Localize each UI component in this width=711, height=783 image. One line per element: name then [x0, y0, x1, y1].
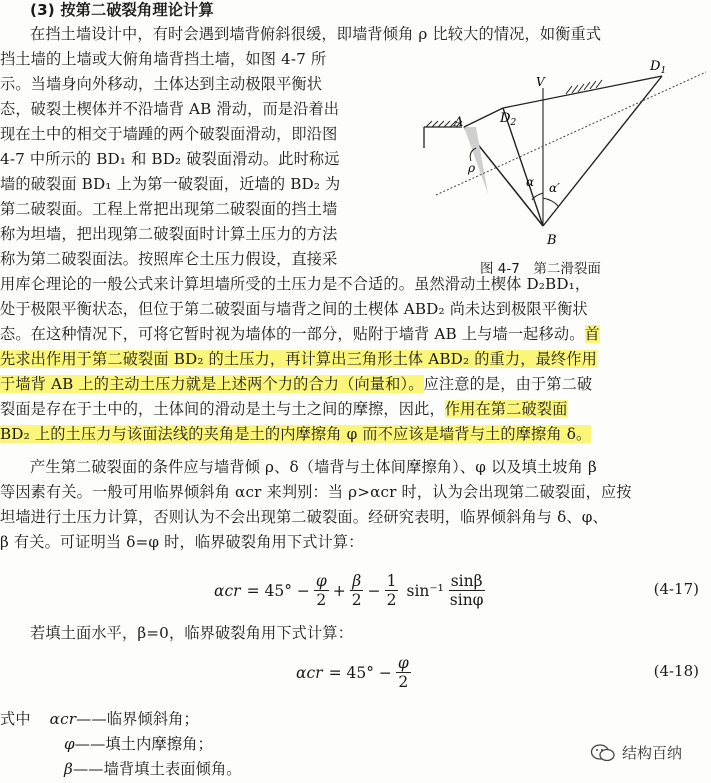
definition-row-2 [64, 756, 242, 782]
eq2-frac-num: φ [397, 654, 409, 672]
eq1-frac2-num: β [352, 572, 362, 590]
para1-line-5: 4-7 中所示的 BD₁ 和 BD₂ 破裂面滑动。此时称远 [0, 150, 340, 168]
eq2-term1: = 45° − [328, 663, 392, 682]
definition-symbol: β [64, 760, 73, 778]
para1-line-15 [0, 396, 568, 422]
equation-4-17 [0, 568, 711, 616]
eq1-frac3-den: 2 [386, 591, 397, 609]
definition-text: ——填土内摩擦角； [74, 735, 213, 753]
wechat-icon [590, 743, 616, 763]
eq2-lhs: αcr [296, 663, 323, 682]
label-d1 [649, 59, 666, 76]
eq1-arcsin: sin⁻¹ [406, 581, 444, 600]
eq1-frac1-den: 2 [316, 591, 327, 609]
backfill-slope [503, 76, 662, 108]
alpha-prime-arc [543, 198, 558, 206]
label-d2-sub: 2 [510, 118, 517, 128]
plane-bd1 [543, 76, 662, 226]
section-heading: (3) 按第二破裂角理论计算 [30, 1, 214, 19]
para1-line-16 [0, 421, 591, 447]
para1-line-2: 示。当墙身向外移动，土体达到主动极限平衡状 [0, 75, 323, 93]
definition-prefix: 式中 [0, 710, 31, 728]
para2-line-1: 等因素有关。一般可用临界倾斜角 αcr 来判别：当 ρ>αcr 时，认为会出现第二破裂面，应按 [0, 483, 632, 501]
eq1-frac3-num: 1 [386, 572, 397, 590]
line-after-text: 裂面是存在于土中的，土体间的滑动是土与土之间的摩擦，因此， [0, 400, 445, 418]
figure-4-7-diagram [408, 48, 708, 258]
eq1-frac2-den: 2 [351, 591, 362, 609]
label-alpha-prime: α′ [549, 181, 560, 195]
definition-text: ——临界倾斜角； [76, 710, 199, 728]
eq2-intro: 若填土面水平，β=0，临界破裂角用下式计算： [30, 624, 354, 642]
definition-text: ——墙背填土表面倾角。 [72, 760, 242, 778]
label-d1-sub: 1 [660, 66, 667, 76]
highlight-1-mid: 先求出作用于第二破裂面 BD₂ 的土压力，再计算出三角形土体 ABD₂ 的重力，最终作用 [0, 350, 597, 368]
label-v: V [536, 75, 545, 89]
para1-line-10: 用库仑理论的一般公式来计算坦墙所受的土压力是不合适的。虽然滑动土楔体 D₂BD₁， [0, 275, 591, 293]
backfill-a-d2 [464, 108, 503, 127]
highlight-2-start: 作用在第二破裂面 [444, 400, 568, 418]
definition-symbol: φ [64, 735, 75, 753]
eq1-frac-half [385, 572, 399, 609]
para1-line-3: 态，破裂土楔体并不沿墙背 AB 滑动，而是沿着出 [0, 100, 340, 118]
para1-line-12 [0, 321, 600, 347]
para1-line-7: 第二破裂面。工程上常把出现第二破裂面的挡土墙 [0, 200, 338, 218]
watermark-logo [590, 742, 682, 763]
eq1-number: (4-17) [653, 580, 699, 598]
para1-line-6: 墙的破裂面 BD₁ 上为第一破裂面，近墙的 BD₂ 为 [0, 175, 341, 193]
figure-4-7 [408, 48, 708, 288]
eq2-frac-phi [396, 654, 411, 691]
para1-line-14 [0, 371, 592, 397]
para2-line-2: 坦墙进行土压力计算，否则认为不会出现第二破裂面。经研究表明，临界倾斜角与 δ、φ、 [0, 508, 608, 526]
para2-line-3: β 有关。可证明当 δ=φ 时，临界破裂角用下式计算： [0, 533, 364, 551]
label-rho: ρ [468, 161, 476, 175]
para1-line-8: 称为坦墙，把出现第二破裂面时计算土压力的方法 [0, 225, 338, 243]
label-d2 [499, 111, 516, 128]
eq1-frac-phi [314, 572, 329, 609]
definition-symbol: αcr [49, 710, 77, 728]
eq2-number: (4-18) [653, 662, 699, 680]
label-d2-main: D [500, 111, 511, 126]
eq1-frac-sin [448, 572, 486, 609]
eq1-term1: = 45° − [246, 581, 310, 600]
para1-line-9: 称为第二破裂面法。按照库仑土压力假设，直接采 [0, 250, 338, 268]
definition-row-0 [0, 706, 199, 732]
watermark-text: 结构百纳 [622, 744, 683, 762]
label-b: B [547, 233, 557, 248]
para2-line-0: 产生第二破裂面的条件应与墙背倾 ρ、δ（墙背与土体间摩擦角）、φ 以及填土坡角 β [30, 458, 597, 476]
label-d1-main: D [650, 59, 661, 74]
eq2-frac-den: 2 [398, 673, 409, 691]
eq1-frac4-den: sinφ [449, 591, 484, 609]
eq1-frac4-num: sinβ [450, 572, 483, 590]
eq1-minus: − [367, 581, 381, 600]
para1-line-13 [0, 346, 597, 372]
highlight-1-start: 首 [584, 325, 600, 343]
figure-caption: 图 4-7 第二滑裂面 [480, 261, 601, 277]
para1-line-11: 处于极限平衡状态，但位于第二破裂面与墙背之间的土楔体 ABD₂ 尚未达到极限平衡状 [0, 300, 588, 318]
after-highlight-text: 应注意的是，由于第二破 [423, 375, 593, 393]
para1-line-4: 现在土中的相交于墙踵的两个破裂面滑动，即沿图 [0, 125, 338, 143]
eq1-frac1-num: φ [315, 572, 327, 590]
para1-line-12-text: 态。在这种情况下，可将它暂时视为墙体的一部分，贴附于墙背 AB 上与墙一起移动。 [0, 325, 585, 343]
label-alpha: α [526, 175, 535, 189]
highlight-2-end: BD₂ 上的土压力与该面法线的夹角是土的内摩擦角 φ 而不应该是墙背与土的摩擦角 δ。 [0, 425, 592, 443]
para1-line-0: 在挡土墙设计中，有时会遇到墙背俯斜很缓，即墙背倾角 ρ 比较大的情况，如衡重式 [30, 25, 602, 43]
para1-line-1: 挡土墙的上墙或大俯角墙背挡土墙，如图 4-7 所 [0, 50, 327, 68]
eq1-frac-beta [350, 572, 364, 609]
definition-row-1 [64, 731, 213, 757]
eq1-plus: + [332, 581, 346, 600]
highlight-1-end: 于墙背 AB 上的主动土压力就是上述两个力的合力（向量和）。 [0, 375, 424, 393]
eq1-lhs: αcr [214, 581, 241, 600]
equation-4-18 [0, 650, 711, 698]
label-a: A [454, 115, 464, 130]
